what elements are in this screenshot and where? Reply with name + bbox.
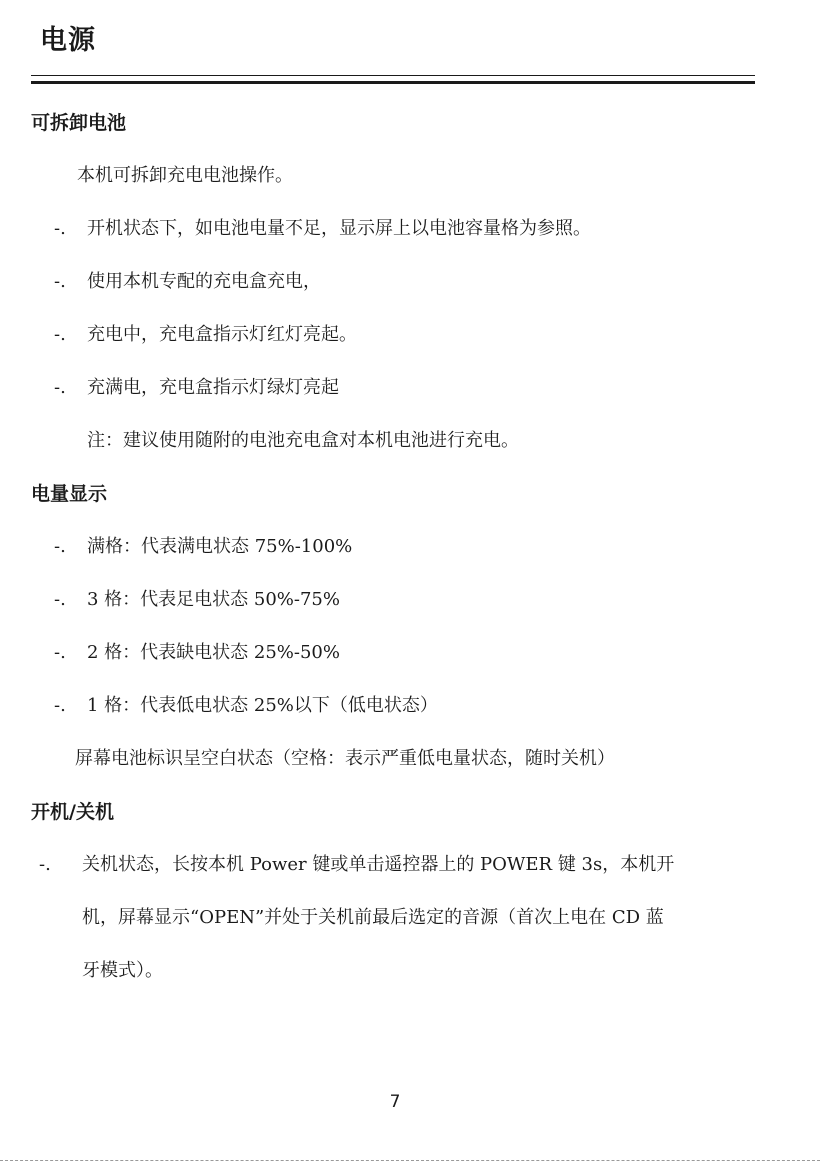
list-item-text: 1 格：代表低电状态 25%以下（低电状态）: [87, 695, 438, 716]
list-item-text: 开机状态下，如电池电量不足，显示屏上以电池容量格为参照。: [87, 218, 591, 239]
power-dash: -.: [39, 854, 51, 875]
page-title: 电源: [40, 25, 96, 56]
level-note: 屏幕电池标识呈空白状态（空格：表示严重低电量状态，随时关机）: [75, 748, 615, 769]
list-item: [54, 534, 352, 560]
list-item-text: 2 格：代表缺电状态 25%-50%: [87, 642, 340, 663]
list-item: [54, 640, 340, 666]
list-dash: -.: [54, 324, 66, 345]
list-item: [54, 693, 438, 719]
list-item-text: 充满电，充电盒指示灯绿灯亮起: [87, 377, 339, 398]
header-rule-thin: [31, 75, 755, 76]
page-number: 7: [389, 1092, 401, 1112]
power-text-line: 关机状态，长按本机 Power 键或单击遥控器上的 POWER 键 3s，本机开: [82, 854, 675, 875]
section-heading-battery: 可拆卸电池: [31, 112, 127, 134]
list-dash: -.: [54, 695, 66, 716]
list-item: [54, 322, 357, 348]
list-item-text: 3 格：代表足电状态 50%-75%: [87, 589, 340, 610]
list-dash: -.: [54, 218, 66, 239]
battery-note: 注：建议使用随附的电池充电盒对本机电池进行充电。: [87, 430, 519, 451]
list-item-text: 满格：代表满电状态 75%-100%: [87, 536, 353, 557]
list-dash: -.: [54, 589, 66, 610]
list-item-text: 使用本机专配的充电盒充电，: [87, 271, 321, 292]
list-dash: -.: [54, 377, 66, 398]
list-item: [54, 216, 591, 242]
power-text-line: 机，屏幕显示“OPEN”并处于关机前最后选定的音源（首次上电在 CD 蓝: [82, 907, 664, 928]
list-item: [54, 269, 321, 295]
bottom-border: [0, 1160, 820, 1161]
header-rule-thick: [31, 81, 755, 84]
power-text-line: 牙模式）。: [82, 960, 163, 981]
list-item: [54, 375, 339, 401]
list-item-text: 充电中，充电盒指示灯红灯亮起。: [87, 324, 357, 345]
list-dash: -.: [54, 536, 66, 557]
section-heading-power: 开机/关机: [31, 801, 114, 823]
list-item: [54, 587, 340, 613]
list-dash: -.: [54, 642, 66, 663]
list-dash: -.: [54, 271, 66, 292]
battery-intro: 本机可拆卸充电电池操作。: [77, 165, 293, 186]
section-heading-level: 电量显示: [31, 483, 108, 505]
